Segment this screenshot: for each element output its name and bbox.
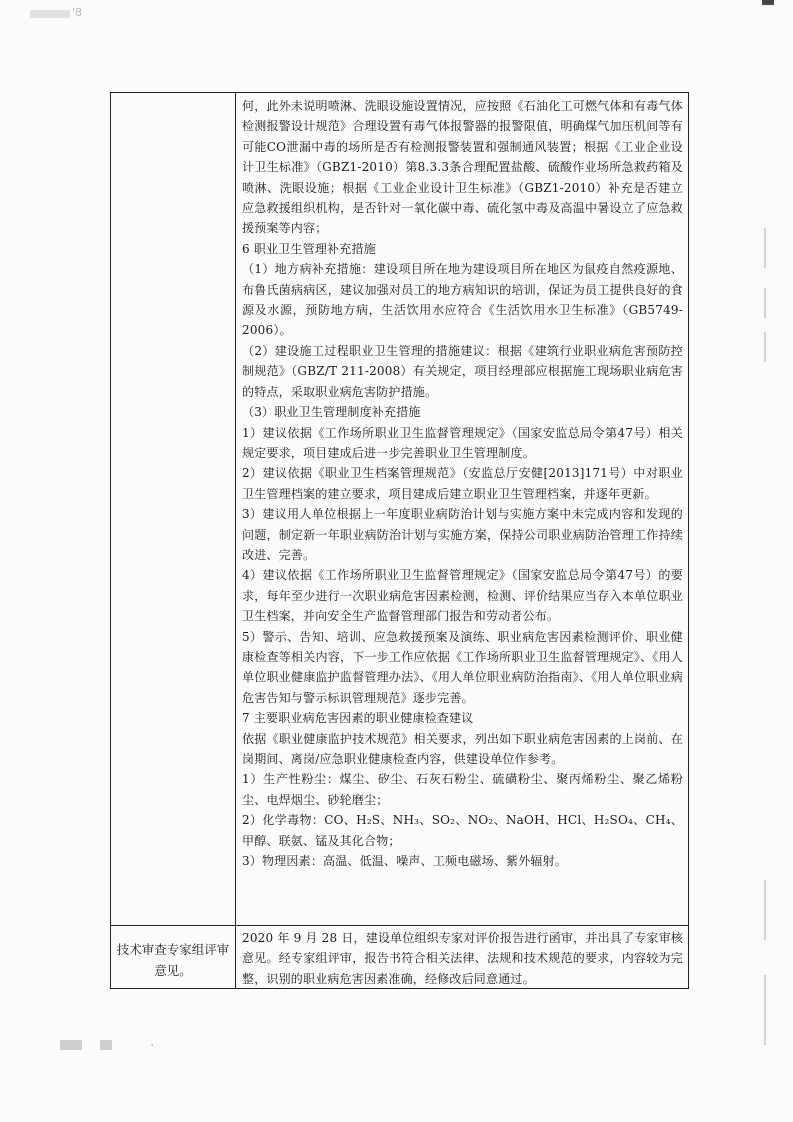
- scan-edge-mark: [764, 880, 766, 940]
- scan-edge-mark: [764, 332, 766, 362]
- supplementary-measures-cell: [242, 96, 683, 871]
- label-column: [111, 93, 236, 988]
- chemical-list: [242, 810, 683, 851]
- paragraph: 1）生产性粉尘：煤尘、矽尘、石灰石粉尘、硫磺粉尘、聚丙烯粉尘、聚乙烯粉尘、电焊烟尘、砂轮磨尘；: [242, 772, 683, 807]
- scan-edge-mark: [764, 228, 766, 268]
- paragraph: 3）建议用人单位根据上一年度职业病防治计划与实施方案中未完成内容和发现的问题，制定新一年职业病防治计划与实施方案，保持公司职业病防治管理工作持续改进、完善。: [242, 507, 683, 562]
- paragraph: 1）建议依据《工作场所职业卫生监督管理规定》（国家安监总局令第47号）相关规定要求，项目建成后进一步完善职业卫生管理制度。: [242, 425, 683, 460]
- row-divider: [111, 925, 688, 926]
- paragraph: 5）警示、告知、培训、应急救援预案及演练、职业病危害因素检测评价、职业健康检查等相关内容，下一步工作应依据《工作场所职业卫生监督管理规定》、《用人单位职业健康监护监督管理办法》、《用人单位职业病防治指南》、《用人单位职业病危害告知与警示标识管理规范》逐步完善。: [242, 629, 683, 705]
- paragraph: 4）建议依据《工作场所职业卫生监督管理规定》（国家安监总局令第47号）的要求，每年至少进行一次职业病危害因素检测，检测、评价结果应当存入本单位职业卫生档案，并向安全生产监督管理部门报告和劳动者公布。: [242, 568, 683, 624]
- chemical-prefix: 2）化学毒物：: [242, 813, 325, 828]
- footer-mark: ·: [150, 1038, 155, 1054]
- section-heading: 6 职业卫生管理补充措施: [242, 241, 376, 256]
- scan-smudge: [100, 1040, 112, 1050]
- section-heading: 7 主要职业病危害因素的职业健康检查建议: [242, 711, 474, 726]
- review-table: [110, 92, 689, 989]
- header-stamp: '8: [72, 6, 83, 19]
- physical-factors: 3）物理因素：高温、低温、噪声、工频电磁场、紫外辐射。: [242, 854, 568, 869]
- paragraph: （2）建设施工过程职业卫生管理的措施建议：根据《建筑行业职业病危害预防控制规范》（GBZ/T 211-2008）有关规定，项目经理部应根据施工现场职业病危害的特点，采取职业病危害防护措施。: [242, 343, 683, 399]
- scan-edge-mark: [762, 0, 774, 5]
- expert-review-label: 技术审查专家组评审意见。: [116, 942, 230, 978]
- paragraph: （1）地方病补充措施：建设项目所在地为建设项目所在地区为鼠疫自然疫源地、布鲁氏菌病病区，建议加强对员工的地方病知识的培训，保证为员工提供良好的食源及水源，预防地方病，生活饮用水应符合《生活饮用水卫生标准》（GB5749-2006）。: [242, 262, 683, 338]
- scan-smudge: [30, 10, 70, 18]
- paragraph: 2）建议依据《职业卫生档案管理规范》（安监总厅安健[2013]171号）中对职业卫生管理档案的建立要求，项目建成后建立职业卫生管理档案，并逐年更新。: [242, 466, 683, 501]
- paragraph: （3）职业卫生管理制度补充措施: [242, 405, 421, 420]
- scan-edge-mark: [764, 975, 766, 1045]
- expert-review-text: 2020 年 9 月 28 日，建设单位组织专家对评价报告进行函审，并出具了专家审核意见。经专家组评审，报告书符合相关法律、法规和技术规范的要求，内容较为完整，识别的职业病危害因素准确，经修改后同意通过。: [242, 931, 683, 986]
- paragraph: 何，此外未说明喷淋、洗眼设施设置情况，应按照《石油化工可燃气体和有毒气体检测报警设计规范》合理设置有毒气体报警器的报警限值，明确煤气加压机间等有可能CO泄漏中毒的场所是否有检测报警装置和强制通风装置；根据《工业企业设计卫生标准》（GBZ1-2010）第8.3.3条合理配置盐酸、硫酸作业场所急救药箱及喷淋、洗眼设施；根据《工业企业设计卫生标准》（GBZ1-2010）补充是否建立应急救援组织机构，是否针对一氧化碳中毒、硫化氢中毒及高温中暑设立了应急救援预案等内容；: [242, 99, 683, 236]
- chemical-items: CO、H₂S、NH₃、SO₂、NO₂、NaOH、HCl、H₂SO₄、CH₄、甲醇、联氨、锰及其化合物；: [242, 813, 683, 848]
- scan-smudge: [60, 1040, 82, 1050]
- paragraph: 依据《职业健康监护技术规范》相关要求，列出如下职业病危害因素的上岗前、在岗期间、离岗/应急职业健康检查内容，供建设单位作参考。: [242, 731, 683, 766]
- scan-edge-mark: [764, 288, 766, 318]
